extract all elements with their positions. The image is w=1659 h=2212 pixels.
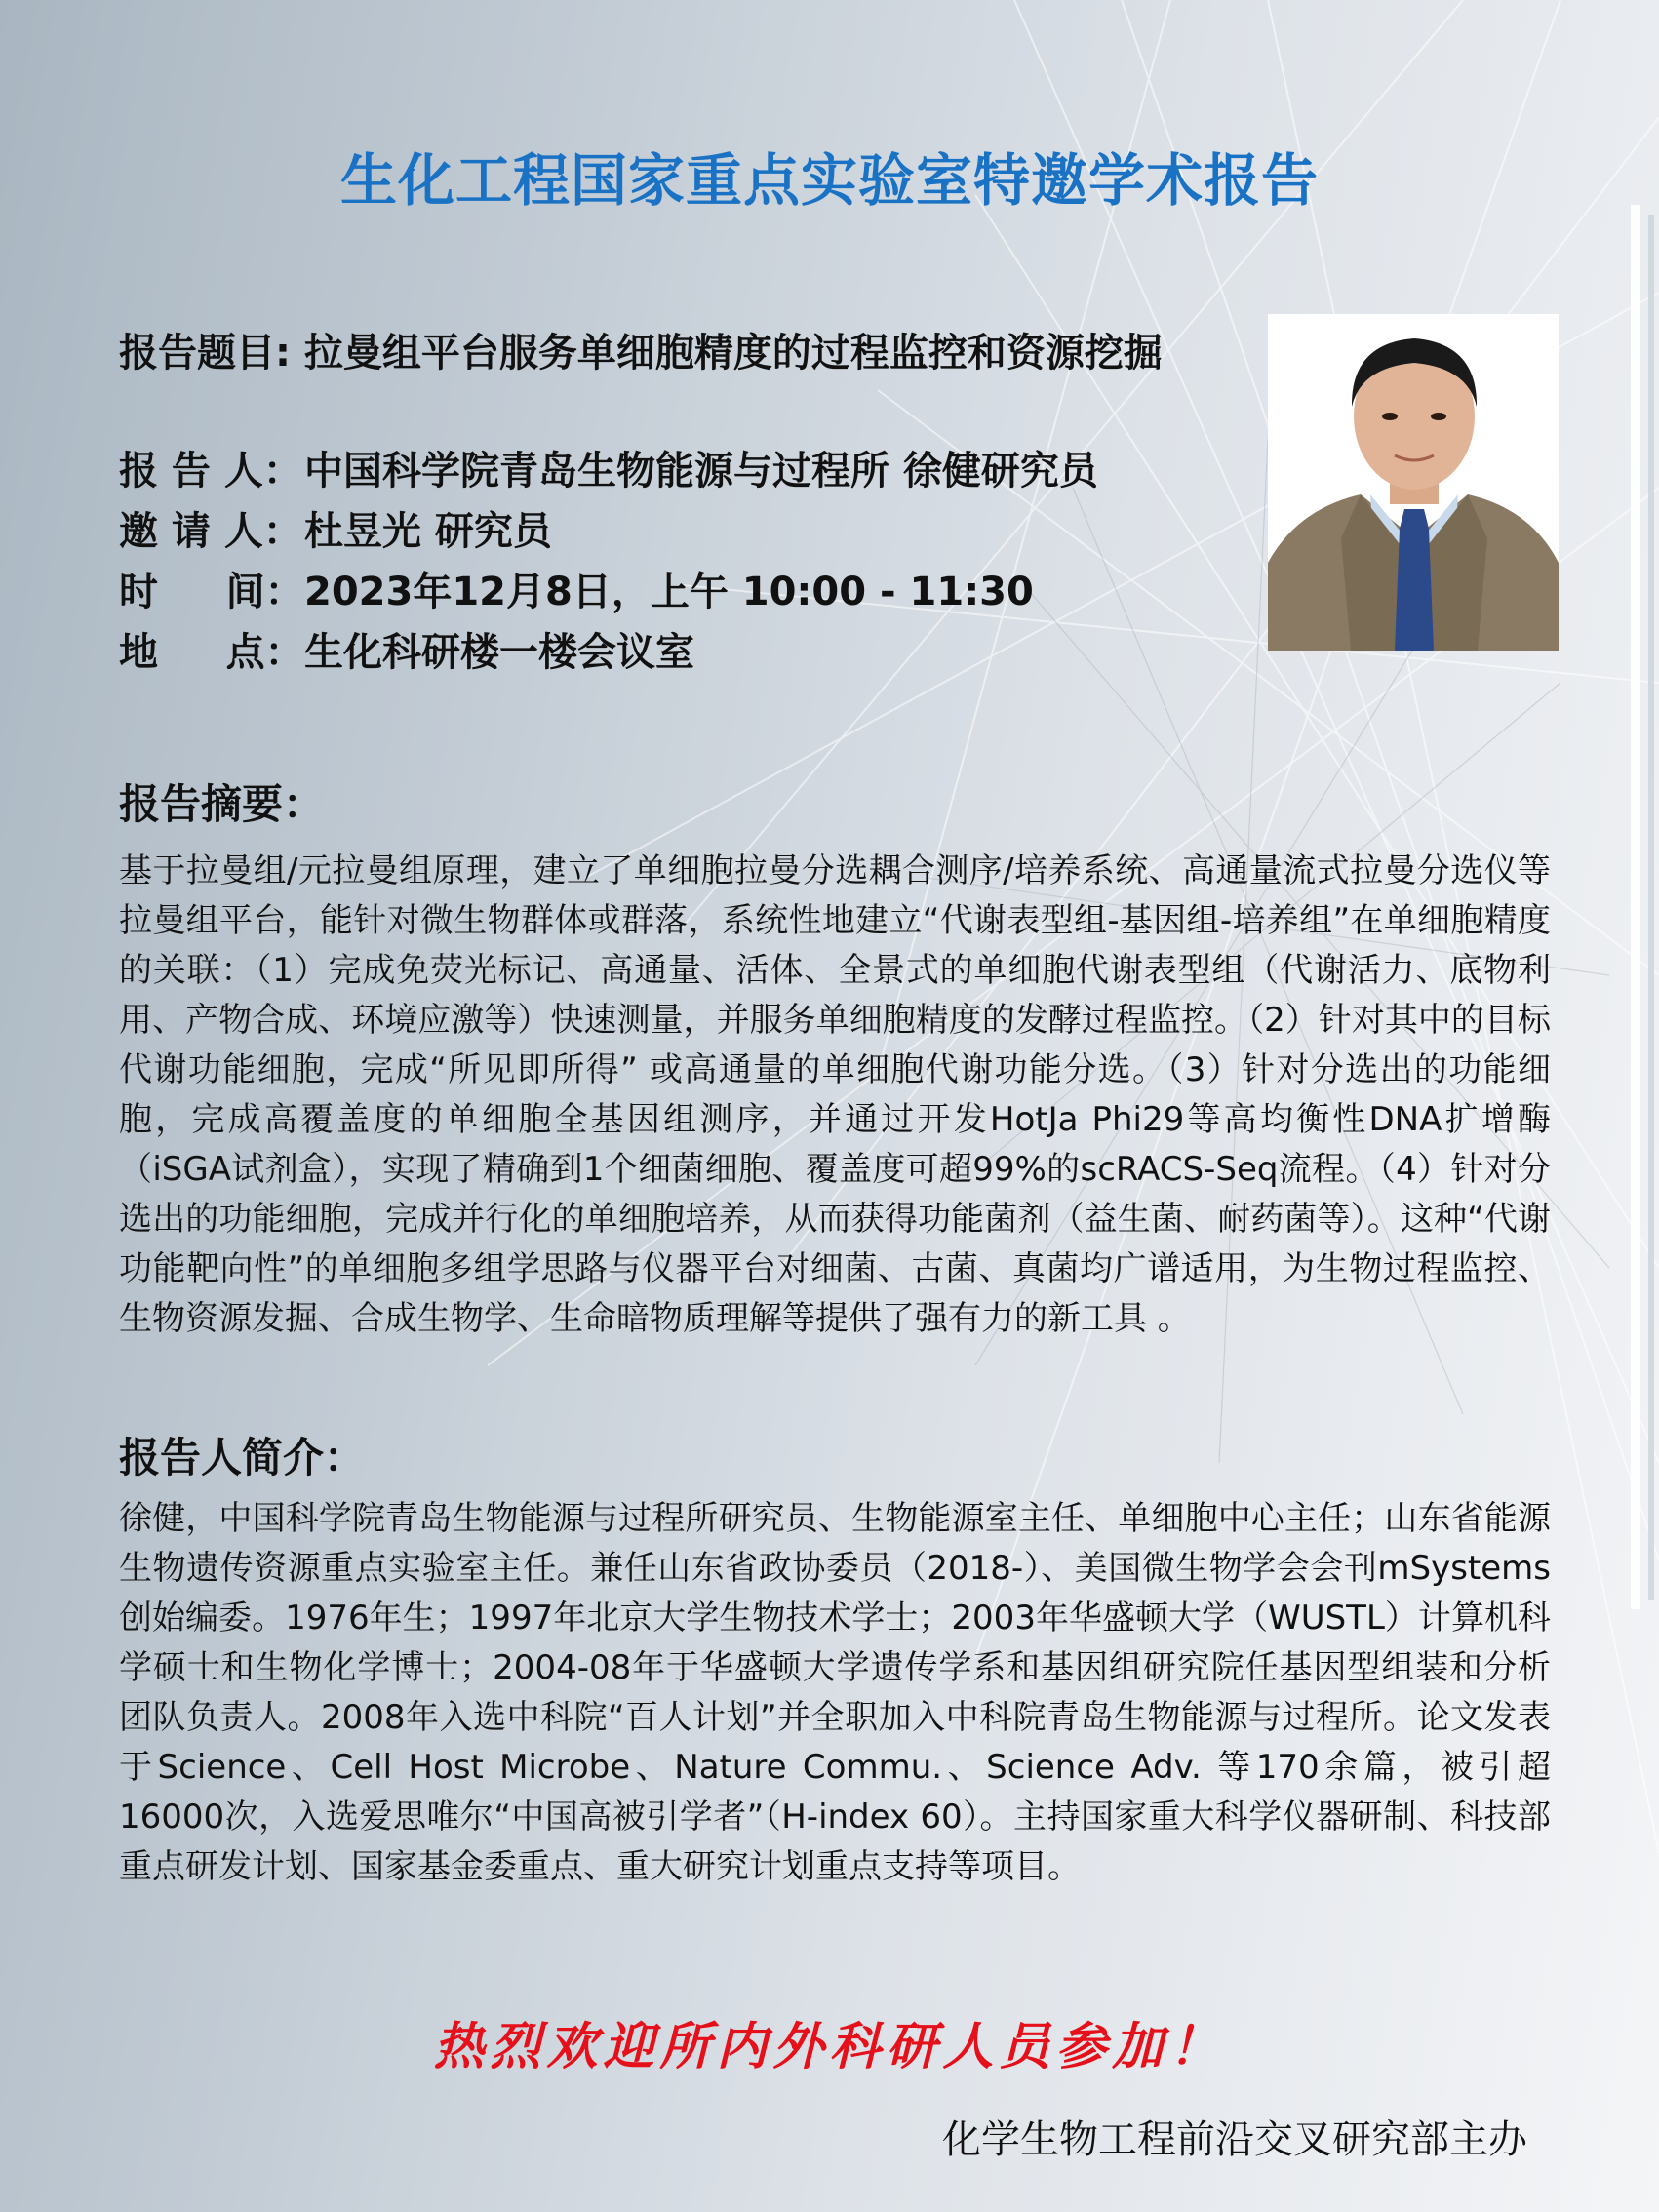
abstract-heading: 报告摘要： (119, 780, 325, 828)
detail-row-location (119, 622, 1098, 683)
bio-heading: 报告人简介： (119, 1434, 366, 1481)
speaker-photo (1268, 314, 1559, 651)
event-details (119, 441, 1098, 683)
detail-value: 杜昱光 研究员 (304, 509, 552, 554)
detail-label: 时 间： (119, 570, 304, 614)
detail-row-speaker (119, 441, 1098, 501)
detail-label: 地 点： (119, 630, 304, 675)
bio-text: 徐健，中国科学院青岛生物能源与过程所研究员、生物能源室主任、单细胞中心主任；山东省能源生物遗传资源重点实验室主任。兼任山东省政协委员（2018-）、美国微生物学会会刊mSystems创始编委。1976年生；1997年北京大学生物技术学士；2003年华盛顿大学（WUSTL）计算机科学硕士和生物化学博士；2004-08年于华盛顿大学遗传学系和基因组研究院任基因型组装和分析团队负责人。2008年入选中科院“百人计划”并全职加入中科院青岛生物能源与过程所。论文发表于Science、Cell Host Microbe、Nature Commu.、Science Adv. 等170余篇，被引超16000次，入选爱思唯尔“中国高被引学者”（H-index 60）。主持国家重大科学仪器研制、科技部重点研发计划、国家基金委重点、重大研究计划重点支持等项目。 (119, 1499, 1551, 1886)
report-topic (119, 322, 1163, 377)
detail-row-inviter (119, 501, 1098, 562)
detail-label: 邀 请 人： (119, 509, 302, 554)
topic-label: 报告题目: (119, 331, 291, 375)
topic-value: 拉曼组平台服务单细胞精度的过程监控和资源挖掘 (303, 331, 1163, 375)
detail-label: 报 告 人： (119, 449, 302, 494)
welcome-banner: 热烈欢迎所内外科研人员参加！ (433, 2017, 1226, 2076)
detail-value: 生化科研楼一楼会议室 (304, 630, 694, 675)
host-organizer: 化学生物工程前沿交叉研究部主办 (942, 2117, 1527, 2162)
abstract-text: 基于拉曼组/元拉曼组原理，建立了单细胞拉曼分选耦合测序/培养系统、高通量流式拉曼分选仪等拉曼组平台，能针对微生物群体或群落，系统性地建立“代谢表型组-基因组-培养组”在单细胞精度的关联：（1）完成免荧光标记、高通量、活体、全景式的单细胞代谢表型组（代谢活力、底物利用、产物合成、环境应激等）快速测量，并服务单细胞精度的发酵过程监控。（2）针对其中的目标代谢功能细胞，完成“所见即所得” 或高通量的单细胞代谢功能分选。（3）针对分选出的功能细胞，完成高覆盖度的单细胞全基因组测序，并通过开发HotJa Phi29等高均衡性DNA扩增酶（iSGA试剂盒），实现了精确到1个细菌细胞、覆盖度可超99%的scRACS-Seq流程。（4）针对分选出的功能细胞，完成并行化的单细胞培养，从而获得功能菌剂（益生菌、耐药菌等）。这种“代谢功能靶向性”的单细胞多组学思路与仪器平台对细菌、古菌、真菌均广谱适用，为生物过程监控、生物资源发掘、合成生物学、生命暗物质理解等提供了强有力的新工具 。 (119, 851, 1551, 1338)
detail-value: 2023年12月8日，上午 10:00 - 11:30 (304, 570, 1034, 614)
detail-row-time (119, 562, 1098, 622)
page-title: 生化工程国家重点实验室特邀学术报告 (339, 147, 1319, 214)
detail-value: 中国科学院青岛生物能源与过程所 徐健研究员 (304, 449, 1098, 494)
